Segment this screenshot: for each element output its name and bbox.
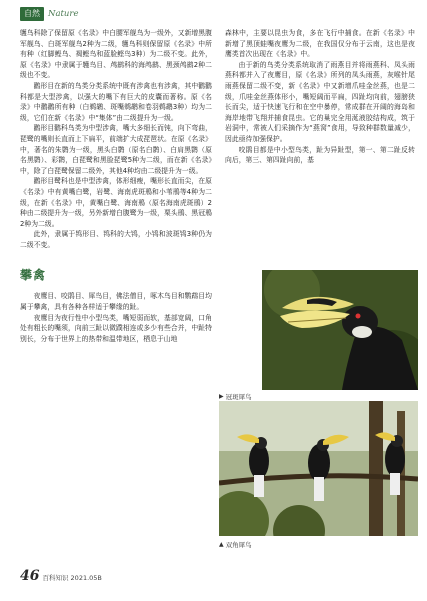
photo-caption-2 [219, 540, 252, 549]
paragraph: 咬鹃目都是中小型鸟类，趾为异趾型，第一、第二趾反转向后，第三、第四趾向前，基 [225, 145, 415, 165]
paragraph: 由于新的鸟类分类系统取消了雨燕目并将雨燕科、凤头雨燕科都并入了夜鹰目，原《名录》所列的凤头雨燕，灰喉针尾雨燕保留二级不变，新《名录》中又新增爪哇金丝燕，也是二级，爪哇金丝燕体形小，嘴短阔而平扁，四趾均向前，翅膀狭长而尖，适于快速飞行和在空中暴停，常成群在开阔的海岛和海岸地带飞翔并捕食昆虫。它的巢完全用涎液胶结构成，筑于岩洞中，常被人们采摘作为“燕窝”食用，导致种群数量减少，因此亟待加强保护。 [225, 60, 415, 143]
magazine-issue: 百科知识 2021.05B [42, 574, 102, 582]
paragraph: 夜鹰目为夜行性中小型鸟类，嘴短弱而软，基部宽阔，口角处有粗长的嘴须，向前三趾以微蹼相连或多少有些合并，中趾特别长，分布于世界上的热带和温带地区，栖息于山地 [20, 313, 212, 343]
caption-text: 双角犀鸟 [225, 541, 252, 549]
photo-caption-1 [219, 392, 252, 401]
section-tag: 自然 [20, 7, 44, 21]
paragraph: 此外，隶属于鸨形目、鸨科的大鸨，小鸨和波斑鸨3种仍为二级不变。 [20, 230, 212, 249]
paragraph: 鹳形目鹳科鸟类为中型涉禽，嘴大多细长而钝，向下弯曲，琵鹭的嘴则长直而上下扁平，前端扩大成琵琶状。在原《名录》中，著名的朱鹮为一级，黑头白鹮（原名白鹮）、白肩黑鹮（原名黑鹮）、彩鹮，白琵鹭和黑脸琵鹭5种为二级，而在新《名录》中，除了白琵鹭保留二级外，其他4种均由二级提升为一级。 [20, 124, 212, 175]
page-number: 46 [20, 568, 40, 584]
paragraph: 鹳形目鹭科也是中型涉禽，体形细瘦，嘴形长直而尖，在原《名录》中有黄嘴白鹭，岩鹭、海南虎斑鳽和小苇鳽等4种为二级，在新《名录》中，黄嘴白鹭、海南鳽（原名海南虎斑鳽）2种由二级提升为一级，另外新增白腹鹭为一级，栗头鳽、黑冠鳽2种为二级。 [20, 177, 212, 228]
right-column [225, 28, 415, 166]
section-tag-english: Nature [48, 9, 79, 19]
page-footer [20, 568, 102, 584]
paragraph: 夜鹰目、咬鹃目、犀鸟目，佛法僧目，啄木鸟目和鹦鹉目均属于攀禽，具有各种各样适于攀缘的趾。 [20, 292, 212, 312]
caption-text: 冠斑犀鸟 [225, 393, 252, 401]
hornbill-photo-2 [219, 401, 418, 536]
hornbill-photo-1 [262, 270, 418, 390]
paragraph: 森林中，主要以昆虫为食，多在飞行中捕食。在新《名录》中新增了黑顶蛙嘴夜鹰为二级，在我国仅分布于云南，这也是夜鹰类首次出现在《名录》中。 [225, 29, 415, 59]
hornbill-illustration-1 [262, 270, 418, 390]
left-column [20, 28, 212, 344]
hornbill-illustration-2 [219, 401, 418, 536]
triangle-icon: ▶ [219, 393, 224, 400]
paragraph: 鹱鸟科除了保留原《名录》中白腰军舰鸟为一级外，又新增黑腹军舰鸟、白斑军舰鸟2种为二级，鹱鸟科则保留原《名录》中所有种（红脚鲣鸟、褐鲣鸟和蓝脸鲣鸟3种）为二级不变。此外，原《名录》中隶属于鹱鸟目、鸬鹚科的海鸬鹚、黑颈鸬鹚2种二级也不变。 [20, 29, 212, 80]
section-header [20, 6, 79, 22]
paragraph: 鹳形目在新的鸟类分类系统中既有涉禽也有涉禽，其中鹳鹳科都是大型涉禽，以强大的嘴下有巨大的皮囊而著称。原《名录》中鹳鹳所有种（白鹈鹕、斑嘴鹈鹕和卷羽鹈鹕3种）均为二级，它们在新《名录》中“集体”由二级提升为一级。 [20, 81, 212, 122]
section-heading-climbing-birds: 攀禽 [20, 268, 47, 283]
triangle-icon: ▲ [219, 541, 224, 548]
